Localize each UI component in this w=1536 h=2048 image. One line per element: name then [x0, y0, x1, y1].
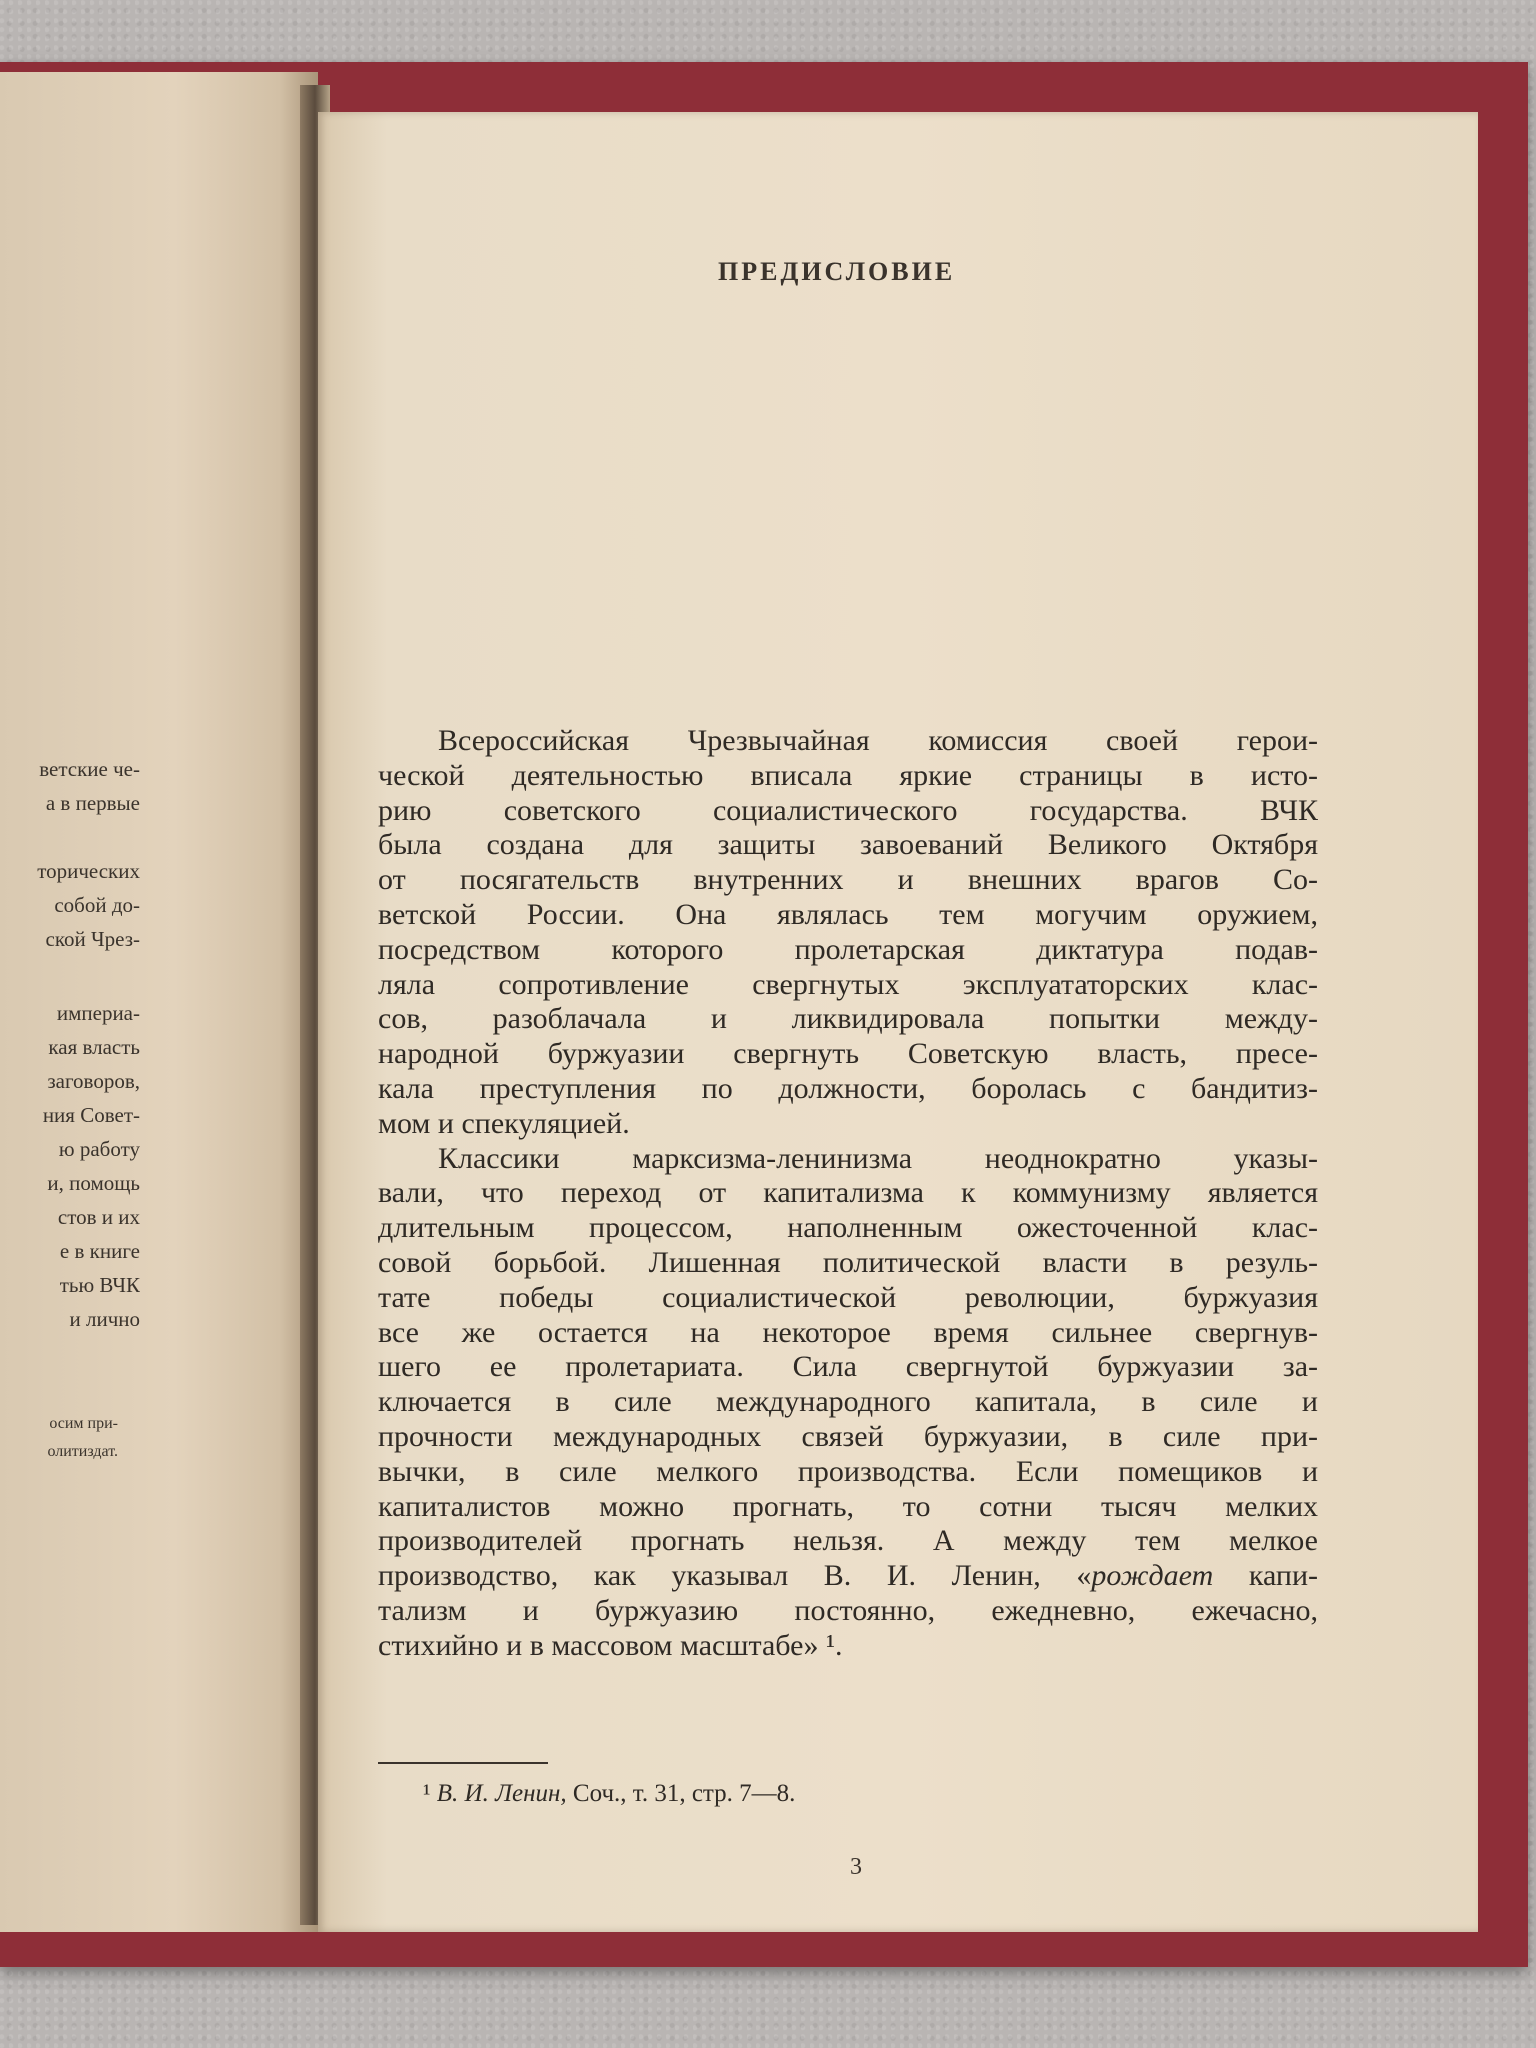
- left-page-line: империа-: [56, 1001, 140, 1025]
- body-line: производителей прогнать нельзя. А между тем мелкое: [378, 1524, 1318, 1558]
- body-line: вычки, в силе мелкого производства. Если помещиков и: [378, 1454, 1318, 1488]
- body-line: от посягательств внутренних и внешних врагов Со-: [378, 863, 1318, 897]
- body-line: ческой деятельностью вписала яркие страницы в исто-: [378, 758, 1318, 792]
- body-line: тате победы социалистической революции, буржуазия: [378, 1280, 1318, 1314]
- body-line: ветской России. Она являлась тем могучим оружием,: [378, 897, 1318, 931]
- left-page-line: ния Совет-: [42, 1103, 140, 1127]
- body-line: шего ее пролетариата. Сила свергнутой буржуазии за-: [378, 1350, 1318, 1384]
- left-page-line: ю работу: [58, 1137, 140, 1161]
- body-line: ключается в силе международного капитала, в силе и: [378, 1385, 1318, 1419]
- left-page-line: стов и их: [57, 1205, 140, 1229]
- body-line: кала преступления по должности, боролась с бандитиз-: [378, 1071, 1318, 1105]
- left-page: [0, 72, 318, 1932]
- left-page-line: и, помощь: [47, 1171, 140, 1195]
- left-page-line: олитиздат.: [47, 1443, 118, 1460]
- page-number: 3: [850, 1854, 862, 1880]
- body-line: вали, что переход от капитализма к коммунизму является: [378, 1176, 1318, 1210]
- body-line: народной буржуазии свергнуть Советскую власть, пресе-: [378, 1037, 1318, 1071]
- left-page-line: собой до-: [54, 893, 140, 917]
- left-page-line: е в книге: [59, 1239, 140, 1263]
- left-page-text-top: [0, 752, 140, 956]
- left-page-line: а в первые: [45, 791, 140, 815]
- page-heading: ПРЕДИСЛОВИЕ: [718, 257, 956, 286]
- right-page: [318, 112, 1478, 1932]
- left-page-line: [0, 820, 140, 854]
- left-page-line: торических: [37, 859, 140, 883]
- body-line: была создана для защиты завоеваний Великого Октября: [378, 828, 1318, 862]
- footnote-author: В. И. Ленин,: [436, 1780, 567, 1807]
- left-page-text-middle: [0, 996, 140, 1336]
- left-page-line: ской Чрез-: [45, 927, 140, 951]
- left-page-text-bottom: [0, 1410, 118, 1466]
- body-line: сов, разоблачала и ликвидировала попытки между-: [378, 1002, 1318, 1036]
- left-page-line: осим при-: [49, 1415, 118, 1432]
- body-line: производство, как указывал В. И. Ленин, «рождает капи-: [378, 1559, 1318, 1593]
- body-line: все же остается на некоторое время сильнее свергнув-: [378, 1315, 1318, 1349]
- footnote-rule: [378, 1762, 548, 1764]
- body-line: капиталистов можно прогнать, то сотни тысяч мелких: [378, 1489, 1318, 1523]
- left-page-line: тью ВЧК: [59, 1273, 140, 1297]
- left-page-line: и лично: [69, 1307, 140, 1331]
- left-page-line: кая власть: [48, 1035, 140, 1059]
- body-line: посредством которого пролетарская диктатура подав-: [378, 932, 1318, 966]
- body-line: длительным процессом, наполненным ожесточенной клас-: [378, 1211, 1318, 1245]
- footnote: [423, 1778, 1123, 1810]
- body-line: ляла сопротивление свергнутых эксплуататорских клас-: [378, 967, 1318, 1001]
- body-line: тализм и буржуазию постоянно, ежедневно, ежечасно,: [378, 1593, 1318, 1627]
- body-line: совой борьбой. Лишенная политической власти в резуль-: [378, 1245, 1318, 1279]
- body-line: стихийно и в массовом масштабе» ¹.: [378, 1628, 843, 1662]
- body-line: прочности международных связей буржуазии, в силе при-: [378, 1419, 1318, 1453]
- body-line: Классики марксизма-ленинизма неоднократно указы-: [438, 1141, 1318, 1175]
- body-line: мом и спекуляцией.: [378, 1106, 630, 1140]
- left-page-line: ветские че-: [39, 757, 140, 781]
- body-text: [378, 724, 1318, 1664]
- footnote-citation: Соч., т. 31, стр. 7—8.: [572, 1780, 796, 1807]
- left-page-line: заговоров,: [47, 1069, 140, 1093]
- footnote-marker: ¹: [423, 1780, 431, 1807]
- body-line: Всероссийская Чрезвычайная комиссия своей герои-: [438, 724, 1318, 757]
- body-line: рию советского социалистического государства. ВЧК: [378, 793, 1318, 827]
